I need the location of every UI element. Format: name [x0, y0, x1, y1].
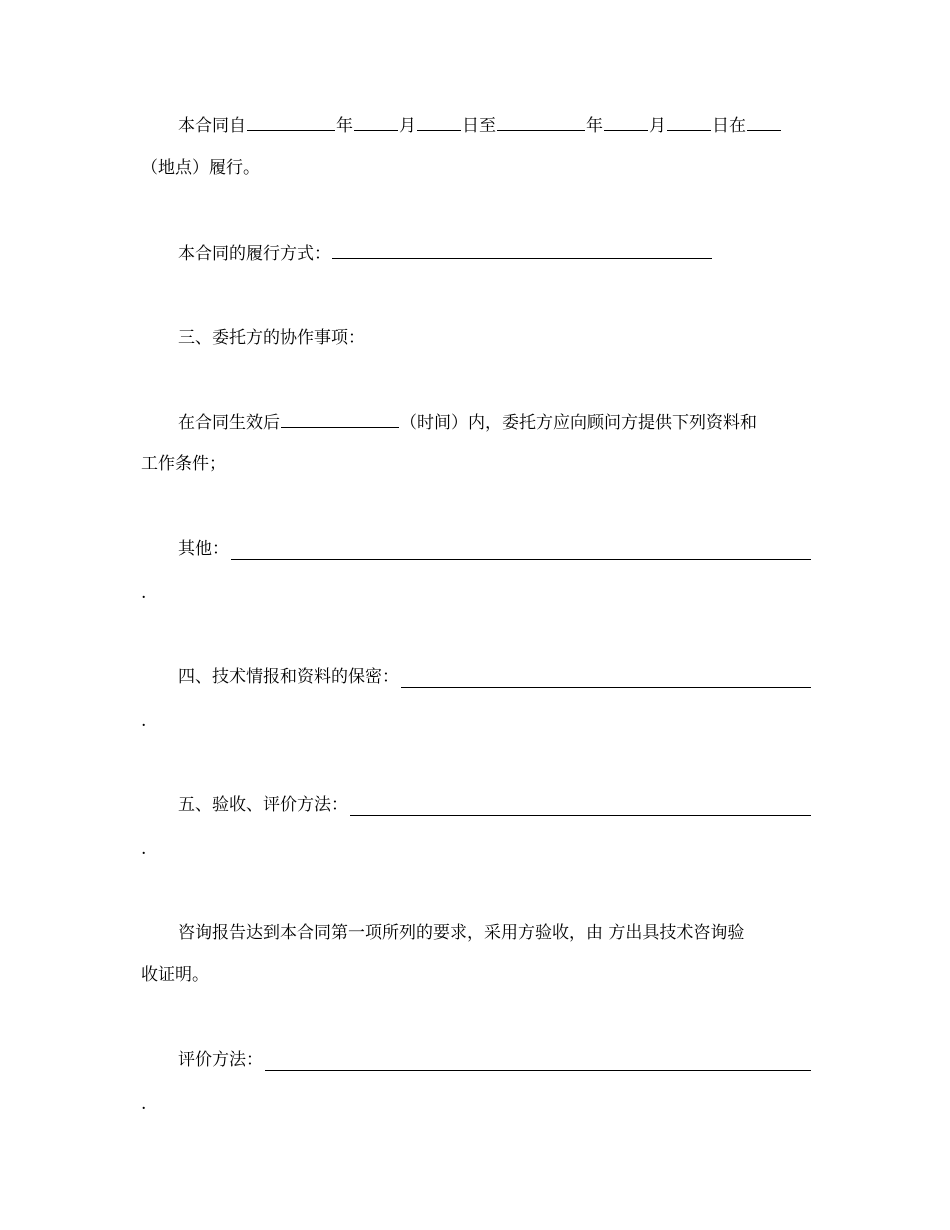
end-day-blank[interactable]	[667, 114, 711, 131]
cooperation-prefix: 在合同生效后	[178, 413, 280, 433]
start-day-blank[interactable]	[417, 114, 461, 131]
start-month-blank[interactable]	[354, 114, 398, 131]
performance-method-label: 本合同的履行方式：	[178, 244, 331, 264]
cooperation-continuation: 工作条件；	[141, 454, 226, 474]
other-label: 其他：	[178, 539, 229, 559]
acceptance-method-blank[interactable]	[350, 799, 811, 816]
other-end-dot: .	[141, 583, 147, 603]
cooperation-line	[141, 411, 811, 434]
evaluation-end-dot: .	[141, 1094, 147, 1114]
end-month-blank[interactable]	[604, 114, 648, 131]
acceptance-paragraph-line2: 收证明。	[141, 965, 209, 985]
section-4-end-dot: .	[141, 711, 147, 731]
year-label: 年	[336, 116, 353, 136]
evaluation-blank[interactable]	[265, 1054, 811, 1071]
other-line	[141, 538, 811, 560]
location-continuation: （地点）履行。	[141, 158, 260, 178]
period-prefix: 本合同自	[178, 116, 246, 136]
day-to-label: 日至	[462, 116, 496, 136]
evaluation-line	[141, 1049, 811, 1071]
acceptance-paragraph-line1: 咨询报告达到本合同第一项所列的要求，采用方验收，由 方出具技术咨询验	[178, 923, 745, 943]
day-at-label: 日在	[712, 116, 746, 136]
time-blank[interactable]	[281, 411, 399, 428]
other-blank[interactable]	[231, 543, 811, 560]
section-5-end-dot: .	[141, 839, 147, 859]
performance-period-line	[141, 114, 811, 137]
section-4-line	[141, 666, 811, 688]
location-blank[interactable]	[747, 114, 781, 131]
cooperation-suffix: （时间）内，委托方应向顾问方提供下列资料和	[400, 413, 757, 433]
section-4-label: 四、技术情报和资料的保密：	[178, 667, 399, 687]
performance-method-blank[interactable]	[332, 242, 712, 259]
year-label-2: 年	[586, 116, 603, 136]
confidentiality-blank[interactable]	[401, 671, 811, 688]
evaluation-label: 评价方法：	[178, 1050, 263, 1070]
month-label: 月	[399, 116, 416, 136]
start-year-blank[interactable]	[247, 114, 335, 131]
section-5-line	[141, 794, 811, 816]
performance-method-line	[141, 242, 811, 265]
end-year-blank[interactable]	[497, 114, 585, 131]
section-5-label: 五、验收、评价方法：	[178, 795, 348, 815]
section-3-heading: 三、委托方的协作事项：	[178, 328, 365, 348]
month-label-2: 月	[649, 116, 666, 136]
